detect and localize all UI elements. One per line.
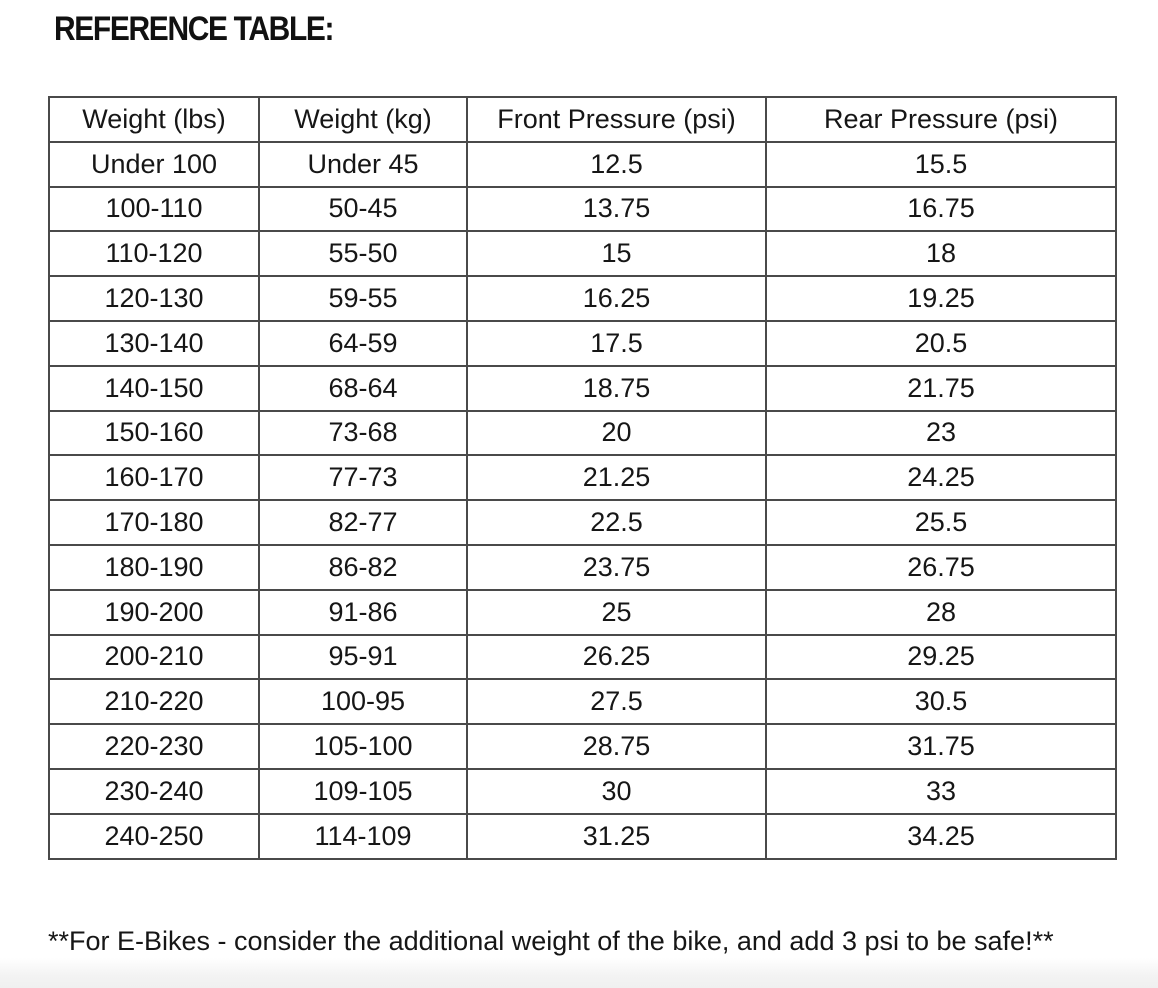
cell-rear-pressure: 16.75 [766,187,1116,232]
cell-front-pressure: 27.5 [467,679,766,724]
cell-weight-kg: 95-91 [259,635,467,680]
cell-rear-pressure: 20.5 [766,321,1116,366]
table-header-row [49,97,1116,142]
cell-rear-pressure: 25.5 [766,500,1116,545]
cell-front-pressure: 30 [467,769,766,814]
cell-weight-lbs: 170-180 [49,500,259,545]
cell-rear-pressure: 23 [766,411,1116,456]
cell-weight-kg: 77-73 [259,455,467,500]
cell-weight-kg: 50-45 [259,187,467,232]
table-row [49,321,1116,366]
cell-weight-kg: 105-100 [259,724,467,769]
table-row [49,276,1116,321]
table-row [49,590,1116,635]
cell-weight-kg: 68-64 [259,366,467,411]
cell-front-pressure: 13.75 [467,187,766,232]
table-row [49,231,1116,276]
cell-weight-kg: Under 45 [259,142,467,187]
cell-weight-lbs: 180-190 [49,545,259,590]
table-row [49,724,1116,769]
cell-rear-pressure: 15.5 [766,142,1116,187]
cell-rear-pressure: 24.25 [766,455,1116,500]
cell-weight-lbs: 210-220 [49,679,259,724]
cell-weight-lbs: 130-140 [49,321,259,366]
cell-weight-kg: 73-68 [259,411,467,456]
footnote: **For E-Bikes - consider the additional weight of the bike, and add 3 psi to be safe!** [48,926,1054,956]
cell-rear-pressure: 26.75 [766,545,1116,590]
cell-rear-pressure: 33 [766,769,1116,814]
cell-rear-pressure: 30.5 [766,679,1116,724]
page-title: REFERENCE TABLE: [54,10,334,48]
cell-front-pressure: 21.25 [467,455,766,500]
table-row [49,679,1116,724]
cell-front-pressure: 22.5 [467,500,766,545]
cell-rear-pressure: 21.75 [766,366,1116,411]
cell-front-pressure: 28.75 [467,724,766,769]
table-row [49,500,1116,545]
cell-weight-kg: 64-59 [259,321,467,366]
table-row [49,814,1116,859]
table-row [49,187,1116,232]
cell-weight-lbs: 220-230 [49,724,259,769]
cell-front-pressure: 20 [467,411,766,456]
cell-weight-lbs: 160-170 [49,455,259,500]
cell-weight-lbs: 240-250 [49,814,259,859]
header-rear-pressure: Rear Pressure (psi) [766,97,1116,142]
cell-weight-lbs: 100-110 [49,187,259,232]
cell-weight-lbs: 140-150 [49,366,259,411]
cell-front-pressure: 18.75 [467,366,766,411]
cell-front-pressure: 16.25 [467,276,766,321]
cell-rear-pressure: 34.25 [766,814,1116,859]
cell-weight-kg: 109-105 [259,769,467,814]
cell-weight-kg: 114-109 [259,814,467,859]
cell-front-pressure: 12.5 [467,142,766,187]
cell-weight-kg: 91-86 [259,590,467,635]
cell-weight-kg: 86-82 [259,545,467,590]
cell-rear-pressure: 28 [766,590,1116,635]
cell-front-pressure: 31.25 [467,814,766,859]
cell-front-pressure: 15 [467,231,766,276]
cell-front-pressure: 17.5 [467,321,766,366]
header-front-pressure: Front Pressure (psi) [467,97,766,142]
cell-weight-lbs: 200-210 [49,635,259,680]
cell-rear-pressure: 29.25 [766,635,1116,680]
table-row [49,366,1116,411]
table-row [49,545,1116,590]
table-body [49,142,1116,859]
table-row [49,769,1116,814]
header-weight-kg: Weight (kg) [259,97,467,142]
cell-weight-kg: 59-55 [259,276,467,321]
cell-weight-lbs: 230-240 [49,769,259,814]
reference-table [48,96,1117,860]
table-header [49,97,1116,142]
cell-weight-kg: 100-95 [259,679,467,724]
table-row [49,455,1116,500]
cell-weight-lbs: 190-200 [49,590,259,635]
cell-front-pressure: 26.25 [467,635,766,680]
cell-weight-lbs: 120-130 [49,276,259,321]
cell-weight-lbs: 150-160 [49,411,259,456]
cell-weight-lbs: 110-120 [49,231,259,276]
cell-weight-kg: 55-50 [259,231,467,276]
header-weight-lbs: Weight (lbs) [49,97,259,142]
cell-front-pressure: 25 [467,590,766,635]
table-row [49,142,1116,187]
cell-weight-kg: 82-77 [259,500,467,545]
cell-rear-pressure: 19.25 [766,276,1116,321]
cell-weight-lbs: Under 100 [49,142,259,187]
cell-rear-pressure: 31.75 [766,724,1116,769]
cell-rear-pressure: 18 [766,231,1116,276]
table-row [49,411,1116,456]
table-row [49,635,1116,680]
cell-front-pressure: 23.75 [467,545,766,590]
bottom-shade [0,958,1158,988]
